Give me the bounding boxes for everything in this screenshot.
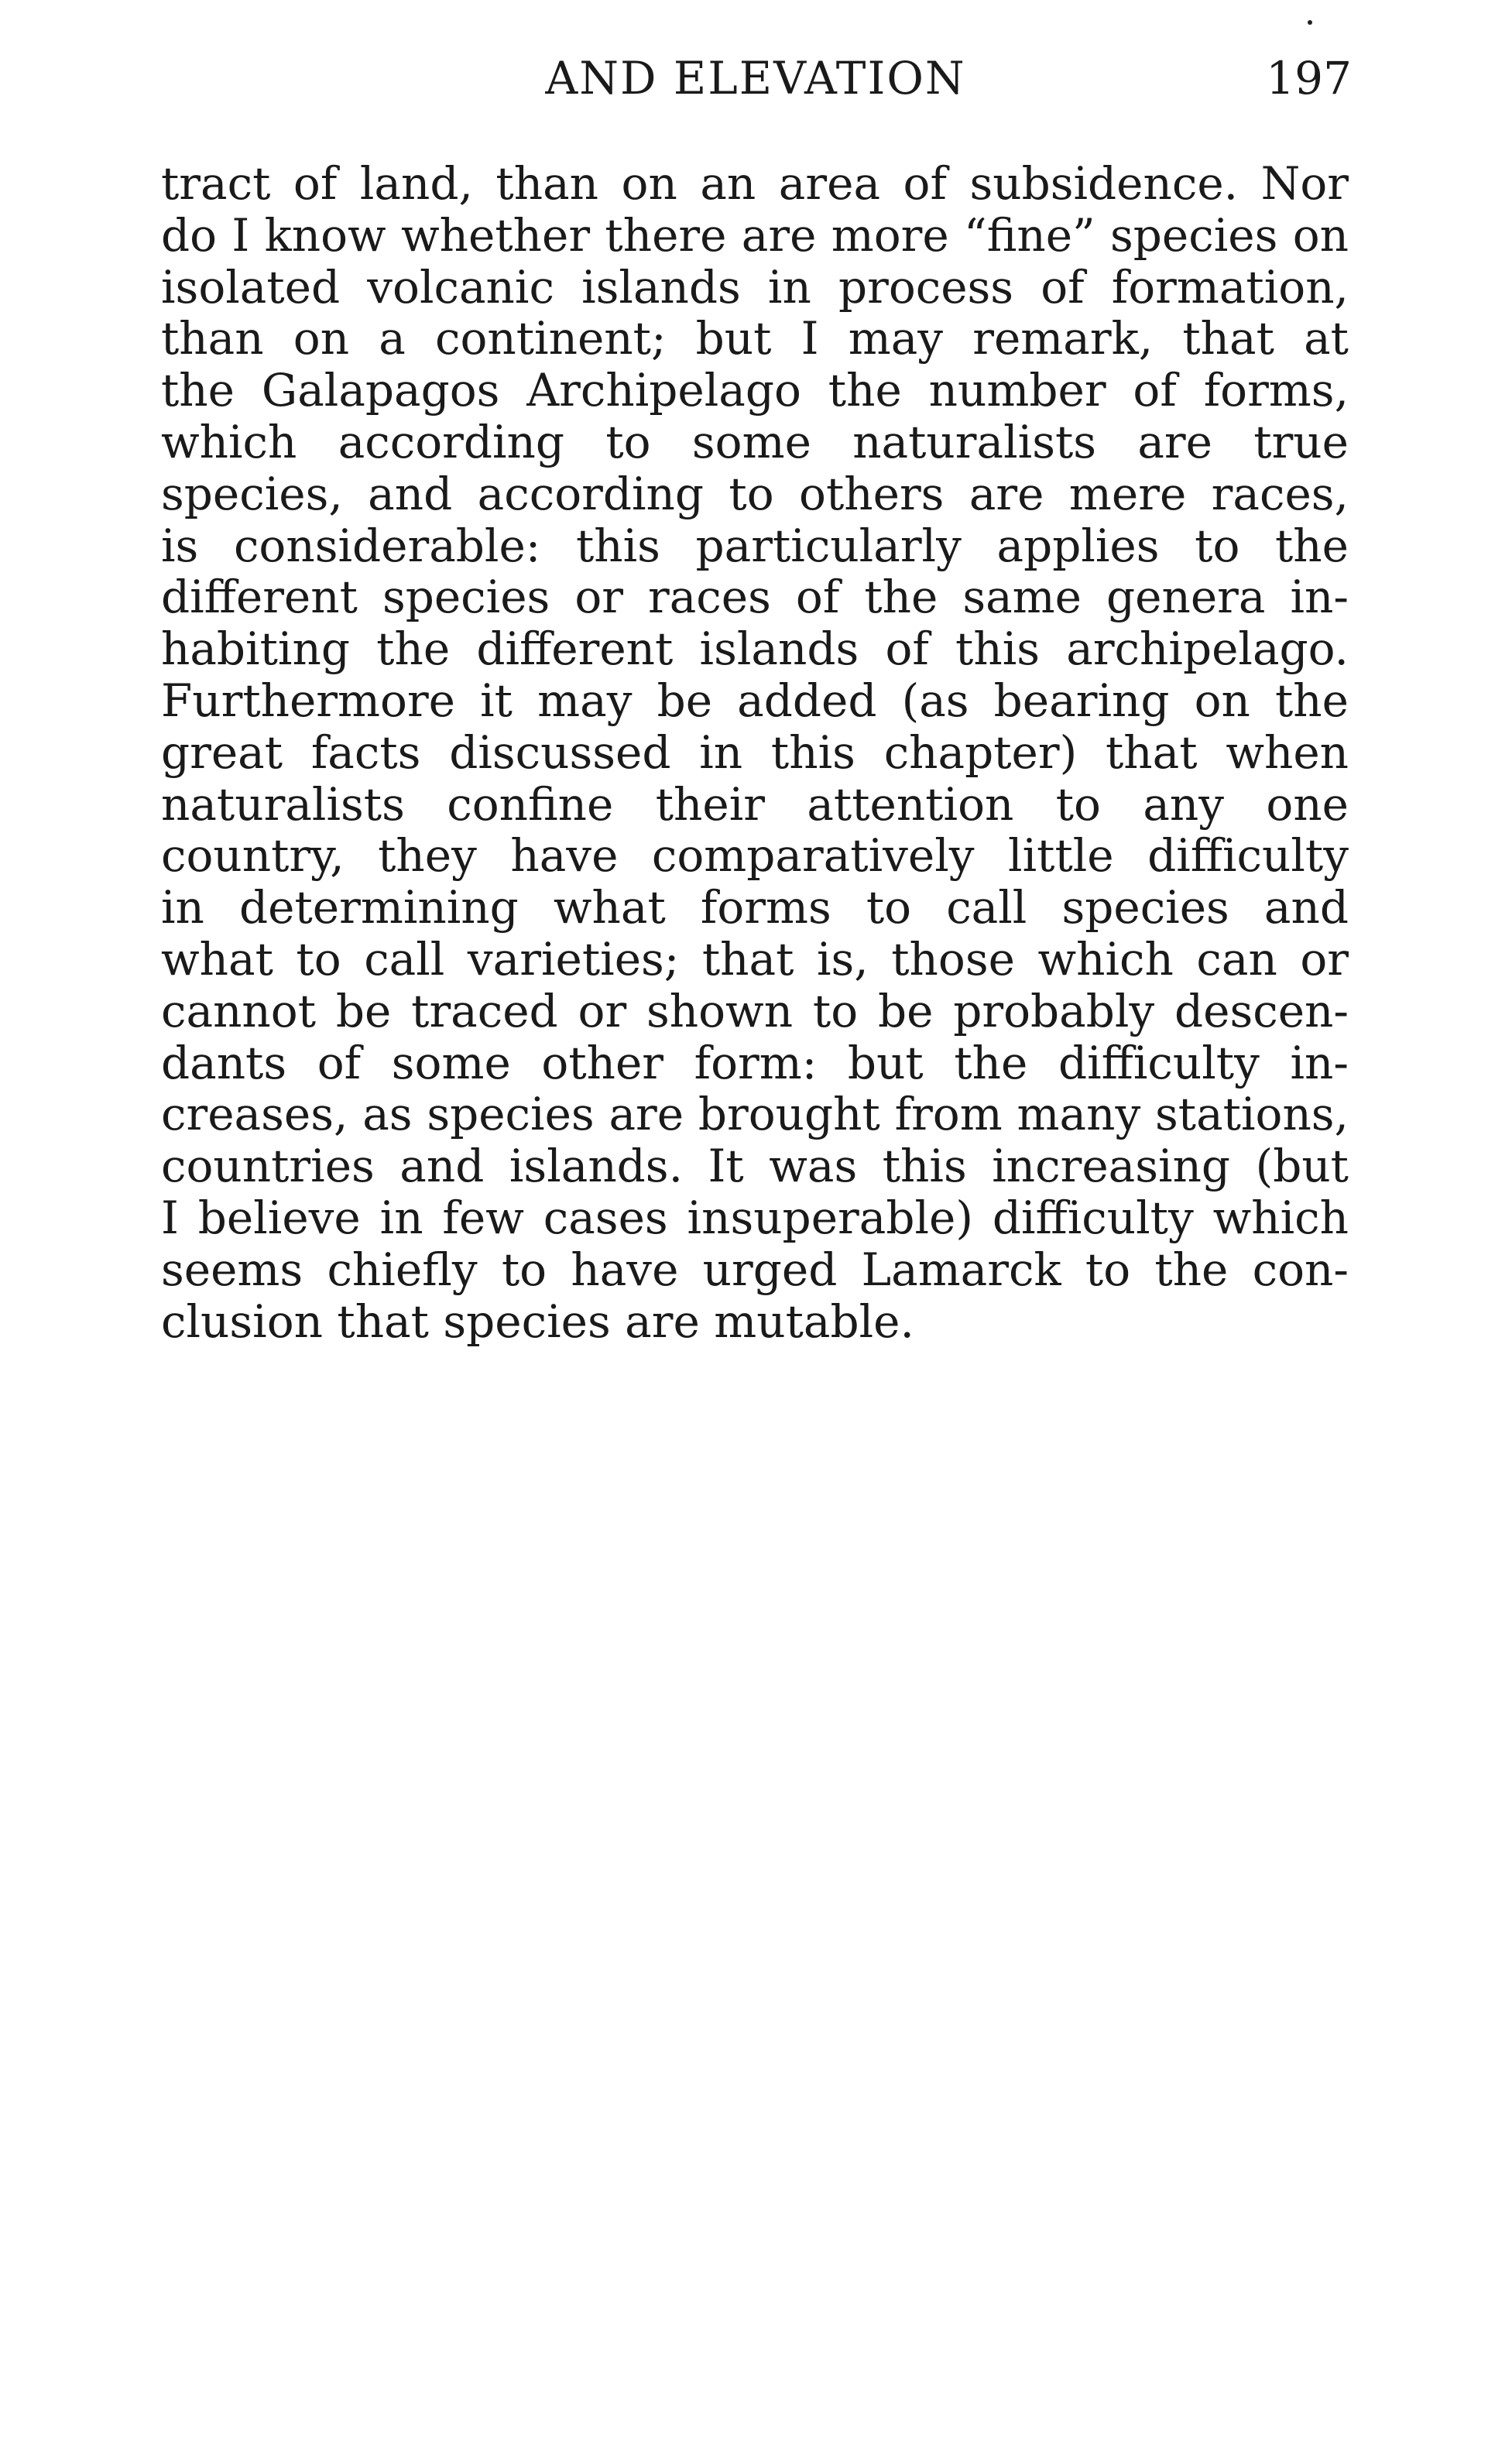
text-line: countries and islands. It was this increasing (but bbox=[161, 1140, 1349, 1193]
text-line: isolated volcanic islands in process of formation, bbox=[161, 260, 1349, 314]
printer-mark bbox=[1308, 20, 1312, 25]
text-line: do I know whether there are more “fine” species on bbox=[161, 208, 1349, 262]
text-line: creases, as species are brought from many stations, bbox=[161, 1088, 1349, 1141]
text-line: great facts discussed in this chapter) that when bbox=[161, 725, 1349, 779]
running-head bbox=[159, 51, 1352, 105]
text-line: clusion that species are mutable. bbox=[161, 1294, 914, 1348]
text-line: I believe in few cases insuperable) difficulty which bbox=[161, 1191, 1349, 1244]
text-line: dants of some other form: but the difficulty in- bbox=[161, 1036, 1349, 1089]
text-line: Furthermore it may be added (as bearing on the bbox=[161, 674, 1349, 727]
text-line: the Galapagos Archipelago the number of forms, bbox=[161, 364, 1349, 417]
text-line: what to call varieties; that is, those which can or bbox=[161, 932, 1349, 986]
text-line: tract of land, than on an area of subsidence. Nor bbox=[161, 157, 1349, 210]
text-line: country, they have comparatively little difficulty bbox=[161, 829, 1349, 883]
text-line: seems chiefly to have urged Lamarck to the con- bbox=[161, 1243, 1349, 1296]
text-line: than on a continent; but I may remark, that at bbox=[161, 312, 1349, 365]
text-line: cannot be traced or shown to be probably descen- bbox=[161, 984, 1349, 1037]
text-line: naturalists confine their attention to any one bbox=[161, 777, 1349, 831]
text-line: is considerable: this particularly applies to the bbox=[161, 519, 1349, 572]
text-line: which according to some naturalists are true bbox=[161, 415, 1349, 468]
text-line: species, and according to others are mere races, bbox=[161, 467, 1349, 520]
text-line: habiting the different islands of this archipelago. bbox=[161, 622, 1349, 676]
running-title: AND ELEVATION bbox=[545, 52, 966, 105]
page-number: 197 bbox=[1266, 52, 1352, 105]
body-paragraph bbox=[161, 158, 1349, 1347]
text-line: in determining what forms to call species and bbox=[161, 881, 1349, 934]
text-line: different species or races of the same genera in- bbox=[161, 571, 1349, 624]
